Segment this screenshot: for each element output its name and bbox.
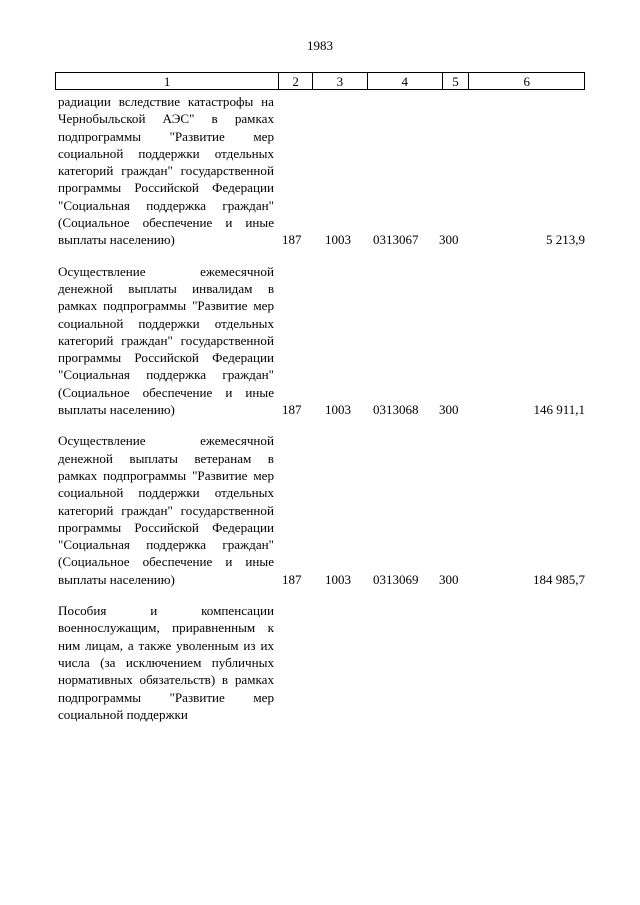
row-target: 0313069 — [373, 571, 419, 587]
header-col-2: 2 — [278, 73, 312, 89]
header-col-1: 1 — [163, 73, 171, 89]
table-header — [55, 72, 585, 90]
table-row — [55, 432, 585, 588]
header-col-6: 6 — [468, 73, 584, 89]
header-col-3: 3 — [312, 73, 367, 89]
row-description: Осуществление ежемесячной денежной выплаты инвалидам в рамках подпрограммы "Развитие мер социальной поддержки отдельных категорий граждан" государственной программы Российской Федерации "Социальная поддержка граждан" (Социальное обеспечение и иные выплаты населению) — [58, 263, 274, 418]
page-number: 1983 — [307, 38, 333, 53]
row-code: 187 — [282, 402, 302, 418]
row-amount: 184 985,7 — [533, 571, 585, 587]
row-section: 1003 — [325, 571, 351, 587]
row-code: 187 — [282, 232, 302, 248]
table-row — [55, 602, 585, 723]
table-row — [55, 93, 585, 249]
row-description: Пособия и компенсации военнослужащим, приравненным к ним лицам, а также уволенным из их числа (за исключением публичных нормативных обязательств) в рамках подпрограммы "Развитие мер социальной поддержки — [58, 603, 274, 722]
row-amount: 5 213,9 — [546, 232, 585, 248]
row-section: 1003 — [325, 402, 351, 418]
row-code: 187 — [282, 571, 302, 587]
table-body — [55, 93, 585, 723]
row-amount: 146 911,1 — [533, 402, 585, 418]
row-description: Осуществление ежемесячной денежной выплаты ветеранам в рамках подпрограммы "Развитие мер социальной поддержки отдельных категорий граждан" государственной программы Российской Федерации "Социальная поддержка граждан" (Социальное обеспечение и иные выплаты населению) — [58, 433, 274, 587]
row-description: радиации вследствие катастрофы на Чернобыльской АЭС" в рамках подпрограммы "Развитие мер социальной поддержки отдельных категорий граждан" государственной программы Российской Федерации "Социальная поддержка граждан" (Социальное обеспечение и иные выплаты населению) — [58, 94, 274, 248]
row-expense-type: 300 — [439, 571, 459, 587]
header-col-5: 5 — [442, 73, 469, 89]
row-target: 0313067 — [373, 232, 419, 248]
row-expense-type: 300 — [439, 402, 459, 418]
row-expense-type: 300 — [439, 232, 459, 248]
row-target: 0313068 — [373, 402, 419, 418]
header-col-4: 4 — [367, 73, 442, 89]
row-section: 1003 — [325, 232, 351, 248]
table-row — [55, 263, 585, 419]
